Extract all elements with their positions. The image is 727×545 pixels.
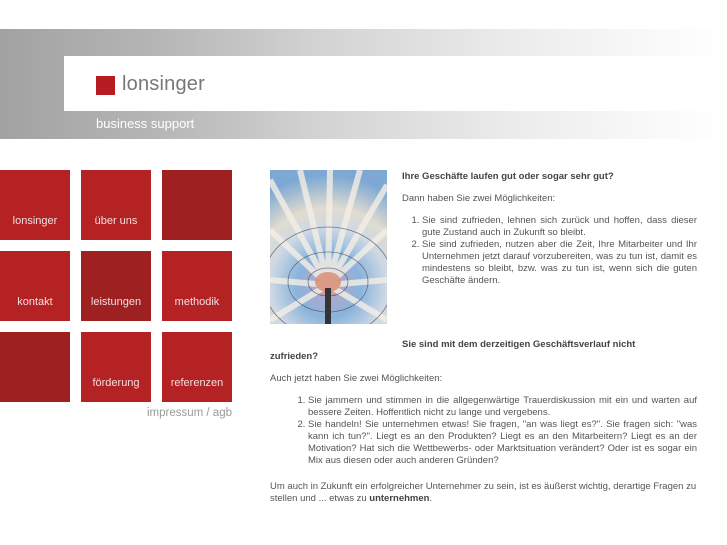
- section2-intro: Auch jetzt haben Sie zwei Möglichkeiten:: [270, 373, 443, 384]
- nav-tile-leistungen[interactable]: [81, 251, 151, 321]
- brand-name[interactable]: lonsinger: [122, 73, 205, 95]
- nav-tile-foerderung[interactable]: [81, 332, 151, 402]
- nav-label: referenzen: [170, 377, 224, 389]
- logo-square-icon: [96, 76, 115, 95]
- section1-heading: Ihre Geschäfte laufen gut oder sogar sehr gut?: [402, 171, 614, 182]
- dome-image-icon: [270, 170, 387, 324]
- nav-tile-blank: [162, 170, 232, 240]
- nav-tile-methodik[interactable]: [162, 251, 232, 321]
- section1-list: [402, 215, 697, 287]
- impressum-agb-link[interactable]: impressum / agb: [146, 407, 232, 419]
- closing-paragraph: [270, 481, 697, 505]
- nav-tile-ueber-uns[interactable]: [81, 170, 151, 240]
- nav-label: über uns: [94, 215, 138, 227]
- nav-tile-referenzen[interactable]: [162, 332, 232, 402]
- closing-text: Um auch in Zukunft ein erfolgreicher Unternehmer zu sein, ist es äußerst wichtig, derartige Fragen zu stellen und ... etwas zu: [270, 481, 697, 504]
- closing-emphasis: unternehmen: [369, 493, 430, 504]
- closing-end: .: [429, 493, 433, 504]
- nav-label: lonsinger: [12, 215, 58, 227]
- tagline: business support: [96, 116, 195, 131]
- nav-label: kontakt: [17, 296, 53, 308]
- nav-tile-lonsinger[interactable]: [0, 170, 70, 240]
- nav-tile-kontakt[interactable]: [0, 251, 70, 321]
- section-good-business: [402, 171, 697, 287]
- dome-photo: [270, 170, 387, 324]
- section2-list: [270, 395, 697, 467]
- section1-intro: Dann haben Sie zwei Möglichkeiten:: [402, 193, 556, 204]
- nav-tile-blank: [0, 332, 70, 402]
- list-item: 2. Sie handeln! Sie unternehmen etwas! Sie fragen, "an was liegt es?". Sie fragen sich: "was kann ich tun?". Liegt es an den Produkten? Liegt es an den Mitarbeitern? Liegt es an der Motivation? Hat sich die Wettbewerbs- oder Marktsituation verändert? Oder ist es sogar ein Mix aus diesen oder auch anderen Gründen?: [308, 419, 697, 467]
- section2-heading-line1: Sie sind mit dem derzeitigen Geschäftsverlauf nicht: [402, 339, 636, 350]
- list-item: 2. Sie sind zufrieden, nutzen aber die Zeit, Ihre Mitarbeiter und Ihr Unternehmen jetzt darauf vorzubereiten, was zu tun ist, damit es mindestens so bleibt, bzw. was zu tun ist, wenn sich die guten Geschäfte ändern.: [422, 239, 697, 287]
- nav-label: förderung: [92, 377, 140, 389]
- nav-label: methodik: [174, 296, 220, 308]
- section-bad-business: [270, 339, 697, 467]
- nav-label: leistungen: [90, 296, 142, 308]
- section2-heading-line2: zufrieden?: [270, 351, 319, 362]
- list-item: 1. Sie jammern und stimmen in die allgegenwärtige Trauerdiskussion mit ein und warten auf bessere Zeiten. Hoffentlich nicht zu lange und vergebens.: [308, 395, 697, 419]
- list-item: 1. Sie sind zufrieden, lehnen sich zurück und hoffen, dass dieser gute Zustand auch in Zukunft so bleibt.: [422, 215, 697, 239]
